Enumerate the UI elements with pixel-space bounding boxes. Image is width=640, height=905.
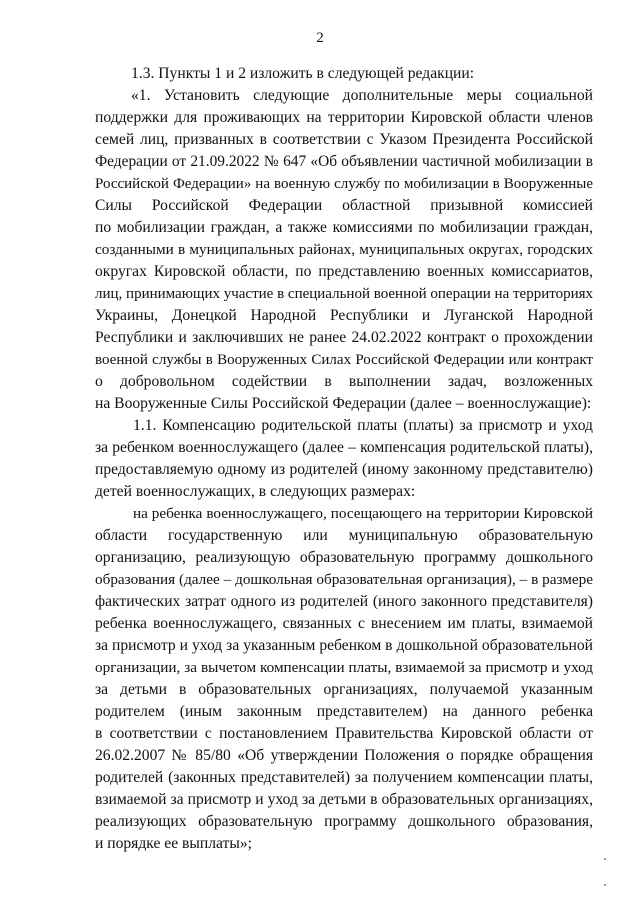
text-line: на Вооруженные Силы Российской Федерации (далее – военнослужащие): — [95, 395, 592, 412]
text-line: Республики и заключивших не ранее 24.02.2022 контракт о прохождении — [95, 329, 593, 346]
text-line: за присмотр и уход за указанным ребенком в дошкольной образовательной — [95, 637, 593, 654]
text-line: и порядке ее выплаты»; — [95, 835, 252, 852]
text-line: лиц, принимающих участие в специальной военной операции на территориях — [95, 286, 594, 302]
text-line: области государственную или муниципальную образовательную — [95, 527, 593, 544]
text-line: Российской Федерации» на военную службу по мобилизации в Вооруженные — [95, 176, 593, 192]
text-line: за детьми в образовательных организациях, получаемой указанным — [95, 681, 593, 698]
text-line: семей лиц, призванных в соответствии с Указом Президента Российской — [95, 131, 593, 148]
text-line: детей военнослужащих, в следующих размерах: — [95, 483, 416, 500]
text-line: «1. Установить следующие дополнительные меры социальной — [131, 87, 593, 104]
text-line: ребенка военнослужащего, связанных с внесением им платы, взимаемой — [95, 615, 593, 632]
text-line: на ребенка военнослужащего, посещающего на территории Кировской — [133, 505, 593, 522]
text-line: реализующих образовательную программу дошкольного образования, — [95, 813, 593, 830]
text-line: родителем (иным законным представителем) на данного ребенка — [95, 703, 593, 720]
scan-speck — [604, 858, 606, 860]
text-line: организации, за вычетом компенсации платы, взимаемой за присмотр и уход — [95, 659, 593, 676]
text-line: в соответствии с постановлением Правительства Кировской области от — [95, 725, 593, 742]
text-line: о добровольном содействии в выполнении задач, возложенных — [95, 373, 593, 390]
text-line: военной службы в Вооруженных Силах Российской Федерации или контракт — [95, 352, 593, 368]
text-line: по мобилизации граждан, а также комиссиями по мобилизации граждан, — [95, 219, 593, 236]
text-line: Украины, Донецкой Народной Республики и Луганской Народной — [95, 307, 593, 324]
text-line: созданными в муниципальных районах, муниципальных округах, городских — [95, 241, 593, 258]
text-line: 1.1. Компенсацию родительской платы (платы) за присмотр и уход — [133, 417, 593, 434]
text-line: взимаемой за присмотр и уход за детьми в образовательных организациях, — [95, 791, 593, 808]
text-line: за ребенком военнослужащего (далее – компенсация родительской платы), — [95, 439, 593, 456]
text-line: организацию, реализующую образовательную программу дошкольного — [95, 549, 593, 566]
text-line: поддержки для проживающих на территории Кировской области членов — [95, 109, 593, 126]
text-line: Силы Российской Федерации областной призывной комиссией — [95, 197, 593, 214]
text-line: округах Кировской области, по представлению военных комиссариатов, — [95, 263, 593, 280]
text-line: родителей (законных представителей) за получением компенсации платы, — [95, 769, 593, 786]
text-line: образования (далее – дошкольная образовательная организация), – в размере — [95, 571, 593, 588]
text-line: 1.3. Пункты 1 и 2 изложить в следующей редакции: — [131, 65, 475, 82]
page-number: 2 — [316, 30, 324, 46]
text-line: Федерации от 21.09.2022 № 647 «Об объявлении частичной мобилизации в — [95, 153, 593, 170]
scan-speck — [604, 884, 606, 886]
text-line: 26.02.2007 № 85/80 «Об утверждении Положения о порядке обращения — [95, 747, 593, 764]
text-line: предоставляемую одному из родителей (иному законному представителю) — [95, 461, 593, 478]
text-line: фактических затрат одного из родителей (иного законного представителя) — [95, 593, 593, 610]
